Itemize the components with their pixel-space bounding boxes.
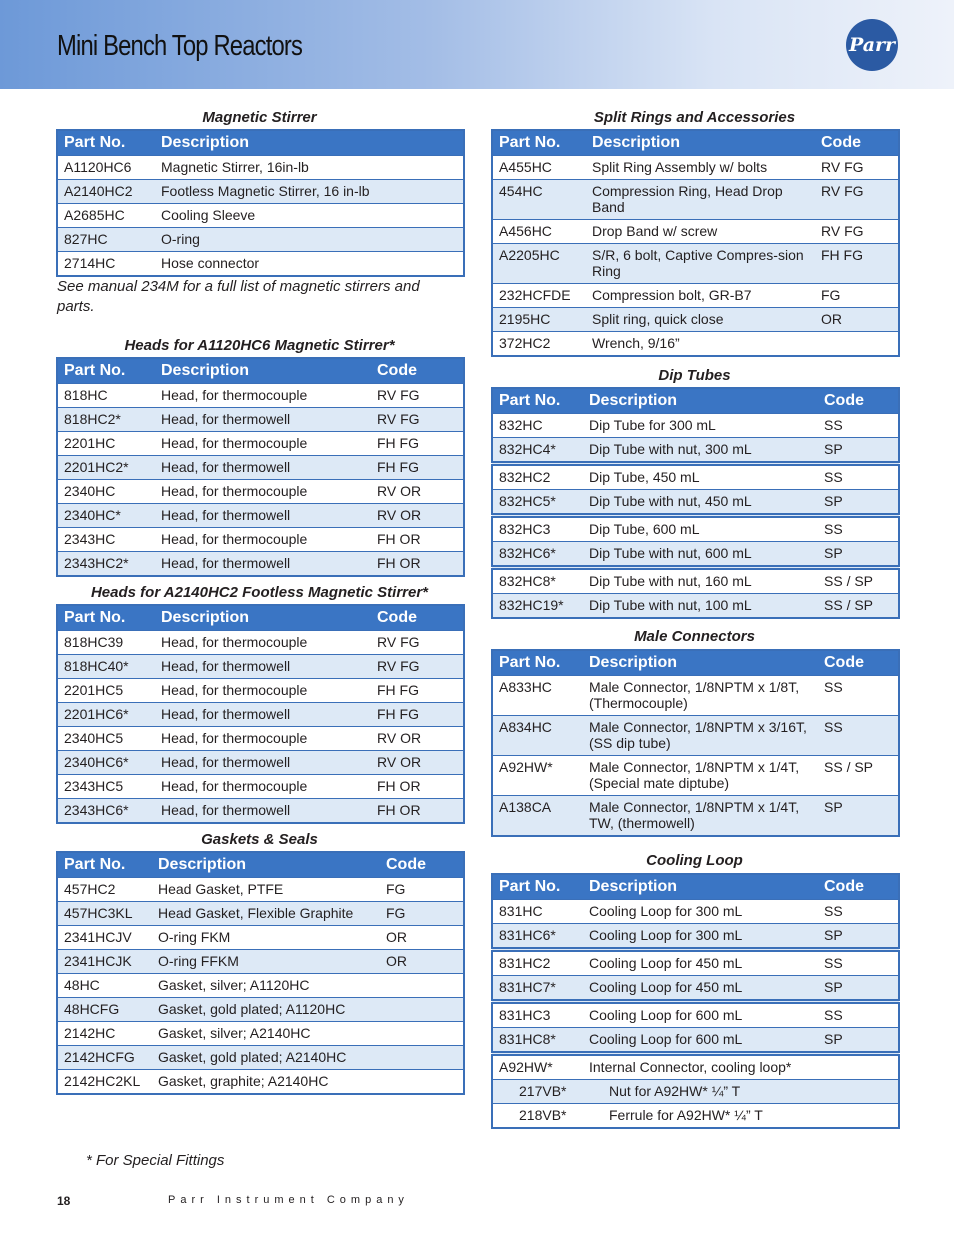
table-row: [57, 751, 464, 775]
column-header-part: Part No.: [57, 358, 155, 384]
code-cell: RV OR: [371, 751, 464, 775]
manual-note: See manual 234M for a full list of magnetic stirrers and parts.: [57, 278, 420, 315]
part-number-cell: 831HC8*: [492, 1028, 583, 1054]
part-number-cell: 818HC2*: [57, 408, 155, 432]
part-number-cell: 2714HC: [57, 252, 155, 277]
part-number-cell: 832HC2: [492, 464, 583, 490]
code-cell: SS: [818, 414, 899, 438]
heads-a2140-title: Heads for A2140HC2 Footless Magnetic Stirrer*: [90, 584, 429, 601]
code-cell: SP: [818, 976, 899, 1002]
code-cell: RV FG: [371, 631, 464, 655]
code-cell: FH FG: [815, 244, 899, 284]
description-cell: Dip Tube with nut, 300 mL: [583, 438, 818, 464]
part-number-cell: 2340HC: [57, 480, 155, 504]
part-number-cell: 832HC8*: [492, 568, 583, 594]
table-row: [57, 228, 464, 252]
code-cell: [380, 1046, 464, 1070]
description-cell: Head, for thermowell: [155, 552, 371, 577]
description-cell: Male Connector, 1/8NPTM x 1/4T, TW, (thermowell): [583, 796, 818, 837]
part-number-cell: 457HC3KL: [57, 902, 152, 926]
description-cell: Dip Tube with nut, 160 mL: [583, 568, 818, 594]
code-cell: FH OR: [371, 799, 464, 824]
part-number-cell: A138CA: [492, 796, 583, 837]
code-cell: SS: [818, 464, 899, 490]
part-number-cell: 2201HC5: [57, 679, 155, 703]
column-header-code: Code: [815, 130, 899, 156]
column-header-desc: Description: [583, 388, 818, 414]
code-cell: SS / SP: [818, 756, 899, 796]
part-number-cell: A92HW*: [492, 1054, 583, 1080]
code-cell: FG: [380, 878, 464, 902]
table-row: [492, 950, 899, 976]
table-header-row: [57, 605, 464, 631]
description-cell: Head, for thermowell: [155, 655, 371, 679]
gaskets-seals-title: Gaskets & Seals: [201, 831, 318, 848]
part-number-cell: 217VB*: [492, 1080, 583, 1104]
description-cell: Head, for thermocouple: [155, 679, 371, 703]
table-row: [492, 464, 899, 490]
code-cell: FH FG: [371, 703, 464, 727]
part-number-cell: 372HC2: [492, 332, 586, 357]
description-cell: Head, for thermocouple: [155, 432, 371, 456]
table-row: [57, 998, 464, 1022]
description-cell: Head, for thermowell: [155, 504, 371, 528]
part-number-cell: 2142HC2KL: [57, 1070, 152, 1095]
description-cell: Gasket, gold plated; A1120HC: [152, 998, 380, 1022]
company-name: Parr Instrument Company: [168, 1194, 409, 1206]
table-row: [492, 1028, 899, 1054]
code-cell: SP: [818, 542, 899, 568]
part-number-cell: A456HC: [492, 220, 586, 244]
code-cell: SS / SP: [818, 568, 899, 594]
description-cell: Hose connector: [155, 252, 464, 277]
table-row: [57, 1022, 464, 1046]
description-cell: Head Gasket, Flexible Graphite: [152, 902, 380, 926]
column-header-part: Part No.: [57, 852, 152, 878]
table-header-row: [492, 388, 899, 414]
description-cell: Dip Tube, 600 mL: [583, 516, 818, 542]
description-cell: Head, for thermowell: [155, 408, 371, 432]
part-number-cell: 454HC: [492, 180, 586, 220]
column-header-code: Code: [371, 358, 464, 384]
heads-a1120-title: Heads for A1120HC6 Magnetic Stirrer*: [124, 337, 395, 354]
description-cell: Footless Magnetic Stirrer, 16 in-lb: [155, 180, 464, 204]
part-number-cell: 2142HCFG: [57, 1046, 152, 1070]
description-cell: Cooling Loop for 450 mL: [583, 950, 818, 976]
description-cell: Cooling Loop for 450 mL: [583, 976, 818, 1002]
description-cell: Head, for thermocouple: [155, 775, 371, 799]
column-header-code: Code: [371, 605, 464, 631]
heads-a1120-table: [56, 357, 465, 577]
part-number-cell: 48HC: [57, 974, 152, 998]
part-number-cell: 831HC: [492, 900, 583, 924]
description-cell: Head, for thermowell: [155, 799, 371, 824]
table-row: [57, 775, 464, 799]
code-cell: SP: [818, 924, 899, 950]
part-number-cell: 818HC40*: [57, 655, 155, 679]
dip-tubes-table: [491, 387, 900, 619]
table-row: [57, 902, 464, 926]
table-row: [492, 220, 899, 244]
column-header-desc: Description: [583, 874, 818, 900]
part-number-cell: 457HC2: [57, 878, 152, 902]
code-cell: [815, 332, 899, 357]
table-header-row: [492, 130, 899, 156]
description-cell: Head, for thermocouple: [155, 727, 371, 751]
code-cell: SS: [818, 516, 899, 542]
split-rings-table: [491, 129, 900, 357]
description-cell: Cooling Sleeve: [155, 204, 464, 228]
part-number-cell: 2201HC6*: [57, 703, 155, 727]
description-cell: Magnetic Stirrer, 16in-lb: [155, 156, 464, 180]
part-number-cell: 2201HC2*: [57, 456, 155, 480]
code-cell: [818, 1054, 899, 1080]
table-row: [57, 408, 464, 432]
description-cell: Head, for thermowell: [155, 456, 371, 480]
code-cell: FH FG: [371, 679, 464, 703]
table-row: [492, 1002, 899, 1028]
column-header-part: Part No.: [492, 388, 583, 414]
table-header-row: [57, 358, 464, 384]
part-number-cell: A2205HC: [492, 244, 586, 284]
code-cell: RV FG: [371, 384, 464, 408]
description-cell: Head, for thermowell: [155, 703, 371, 727]
part-number-cell: 832HC19*: [492, 594, 583, 619]
table-row: [492, 332, 899, 357]
part-number-cell: 832HC: [492, 414, 583, 438]
table-row: [492, 756, 899, 796]
table-row: [492, 308, 899, 332]
table-row: [57, 703, 464, 727]
description-cell: Head Gasket, PTFE: [152, 878, 380, 902]
description-cell: Split Ring Assembly w/ bolts: [586, 156, 815, 180]
table-row: [57, 156, 464, 180]
description-cell: Cooling Loop for 300 mL: [583, 924, 818, 950]
code-cell: SP: [818, 796, 899, 837]
part-number-cell: 2343HC5: [57, 775, 155, 799]
table-header-row: [57, 852, 464, 878]
description-cell: Cooling Loop for 300 mL: [583, 900, 818, 924]
description-cell: Dip Tube for 300 mL: [583, 414, 818, 438]
column-header-code: Code: [818, 650, 899, 676]
description-cell: Gasket, graphite; A2140HC: [152, 1070, 380, 1095]
part-number-cell: 2142HC: [57, 1022, 152, 1046]
description-cell: Head, for thermocouple: [155, 631, 371, 655]
table-row: [57, 631, 464, 655]
description-cell: Ferrule for A92HW* ¼” T: [583, 1104, 818, 1129]
table-row: [57, 504, 464, 528]
description-cell: Dip Tube with nut, 100 mL: [583, 594, 818, 619]
code-cell: [380, 974, 464, 998]
column-header-code: Code: [380, 852, 464, 878]
parr-logo: Parr: [846, 19, 898, 71]
description-cell: Head, for thermocouple: [155, 528, 371, 552]
code-cell: RV FG: [815, 156, 899, 180]
table-row: [492, 438, 899, 464]
table-row: [492, 284, 899, 308]
table-row: [492, 156, 899, 180]
part-number-cell: 2343HC2*: [57, 552, 155, 577]
table-row: [492, 542, 899, 568]
column-header-part: Part No.: [492, 650, 583, 676]
part-number-cell: 831HC7*: [492, 976, 583, 1002]
code-cell: FH FG: [371, 432, 464, 456]
male-connectors-table: [491, 649, 900, 837]
part-number-cell: 818HC: [57, 384, 155, 408]
code-cell: RV OR: [371, 727, 464, 751]
column-header-code: Code: [818, 388, 899, 414]
description-cell: Dip Tube with nut, 450 mL: [583, 490, 818, 516]
column-header-desc: Description: [152, 852, 380, 878]
part-number-cell: A2140HC2: [57, 180, 155, 204]
code-cell: OR: [380, 926, 464, 950]
column-header-code: Code: [818, 874, 899, 900]
code-cell: RV OR: [371, 504, 464, 528]
code-cell: SP: [818, 1028, 899, 1054]
code-cell: RV OR: [371, 480, 464, 504]
code-cell: RV FG: [815, 220, 899, 244]
table-row: [57, 926, 464, 950]
part-number-cell: 2195HC: [492, 308, 586, 332]
description-cell: Male Connector, 1/8NPTM x 1/4T, (Special mate diptube): [583, 756, 818, 796]
table-row: [57, 180, 464, 204]
description-cell: Wrench, 9/16”: [586, 332, 815, 357]
table-row: [57, 679, 464, 703]
table-row: [492, 1054, 899, 1080]
description-cell: Compression bolt, GR-B7: [586, 284, 815, 308]
description-cell: Male Connector, 1/8NPTM x 3/16T, (SS dip tube): [583, 716, 818, 756]
code-cell: SS / SP: [818, 594, 899, 619]
table-row: [57, 480, 464, 504]
description-cell: Gasket, silver; A1120HC: [152, 974, 380, 998]
part-number-cell: 832HC6*: [492, 542, 583, 568]
code-cell: OR: [815, 308, 899, 332]
description-cell: Nut for A92HW* ¼” T: [583, 1080, 818, 1104]
description-cell: O-ring: [155, 228, 464, 252]
description-cell: Compression Ring, Head Drop Band: [586, 180, 815, 220]
part-number-cell: 2340HC*: [57, 504, 155, 528]
table-row: [492, 490, 899, 516]
description-cell: Gasket, silver; A2140HC: [152, 1022, 380, 1046]
code-cell: OR: [380, 950, 464, 974]
part-number-cell: 232HCFDE: [492, 284, 586, 308]
column-header-part: Part No.: [57, 130, 155, 156]
code-cell: SS: [818, 716, 899, 756]
table-row: [492, 900, 899, 924]
part-number-cell: 218VB*: [492, 1104, 583, 1129]
table-row: [57, 1046, 464, 1070]
description-cell: Dip Tube with nut, 600 mL: [583, 542, 818, 568]
table-row: [492, 924, 899, 950]
part-number-cell: A92HW*: [492, 756, 583, 796]
code-cell: SP: [818, 490, 899, 516]
table-row: [492, 1080, 899, 1104]
part-number-cell: 2343HC6*: [57, 799, 155, 824]
part-number-cell: 48HCFG: [57, 998, 152, 1022]
table-header-row: [57, 130, 464, 156]
code-cell: FH FG: [371, 456, 464, 480]
column-header-part: Part No.: [492, 874, 583, 900]
table-row: [492, 516, 899, 542]
cooling-loop-table: [491, 873, 900, 1129]
table-row: [492, 676, 899, 716]
magnetic-stirrer-table: [56, 129, 465, 277]
special-fittings-footnote: * For Special Fittings: [86, 1152, 225, 1169]
heads-a2140-table: [56, 604, 465, 824]
part-number-cell: 832HC3: [492, 516, 583, 542]
table-row: [492, 244, 899, 284]
part-number-cell: 2340HC5: [57, 727, 155, 751]
code-cell: FG: [815, 284, 899, 308]
description-cell: Cooling Loop for 600 mL: [583, 1028, 818, 1054]
part-number-cell: 2341HCJV: [57, 926, 152, 950]
part-number-cell: A1120HC6: [57, 156, 155, 180]
column-header-desc: Description: [155, 605, 371, 631]
code-cell: RV FG: [371, 408, 464, 432]
column-header-desc: Description: [586, 130, 815, 156]
code-cell: SS: [818, 676, 899, 716]
part-number-cell: A455HC: [492, 156, 586, 180]
code-cell: FH OR: [371, 775, 464, 799]
description-cell: Cooling Loop for 600 mL: [583, 1002, 818, 1028]
part-number-cell: 832HC5*: [492, 490, 583, 516]
code-cell: RV FG: [371, 655, 464, 679]
code-cell: FH OR: [371, 552, 464, 577]
part-number-cell: 2341HCJK: [57, 950, 152, 974]
part-number-cell: 831HC3: [492, 1002, 583, 1028]
table-row: [57, 974, 464, 998]
table-row: [57, 950, 464, 974]
description-cell: Head, for thermocouple: [155, 384, 371, 408]
column-header-part: Part No.: [57, 605, 155, 631]
part-number-cell: 827HC: [57, 228, 155, 252]
column-header-desc: Description: [583, 650, 818, 676]
part-number-cell: A833HC: [492, 676, 583, 716]
table-row: [57, 456, 464, 480]
table-row: [492, 568, 899, 594]
male-connectors-title: Male Connectors: [634, 628, 755, 645]
description-cell: S/R, 6 bolt, Captive Compres-sion Ring: [586, 244, 815, 284]
table-row: [492, 976, 899, 1002]
part-number-cell: 832HC4*: [492, 438, 583, 464]
column-header-desc: Description: [155, 130, 464, 156]
table-header-row: [492, 874, 899, 900]
page-title: Mini Bench Top Reactors: [57, 30, 303, 62]
magnetic-stirrer-title: Magnetic Stirrer: [202, 109, 317, 126]
cooling-loop-title: Cooling Loop: [646, 852, 743, 869]
description-cell: O-ring FFKM: [152, 950, 380, 974]
table-row: [57, 1070, 464, 1095]
code-cell: [380, 1070, 464, 1095]
page-number: 18: [57, 1194, 71, 1208]
part-number-cell: 818HC39: [57, 631, 155, 655]
code-cell: [380, 998, 464, 1022]
part-number-cell: A2685HC: [57, 204, 155, 228]
description-cell: O-ring FKM: [152, 926, 380, 950]
code-cell: SS: [818, 900, 899, 924]
table-header-row: [492, 650, 899, 676]
code-cell: FG: [380, 902, 464, 926]
column-header-desc: Description: [155, 358, 371, 384]
code-cell: [380, 1022, 464, 1046]
description-cell: Drop Band w/ screw: [586, 220, 815, 244]
split-rings-title: Split Rings and Accessories: [593, 109, 796, 126]
description-cell: Dip Tube, 450 mL: [583, 464, 818, 490]
code-cell: [818, 1104, 899, 1129]
code-cell: [818, 1080, 899, 1104]
description-cell: Split ring, quick close: [586, 308, 815, 332]
description-cell: Male Connector, 1/8NPTM x 1/8T, (Thermocouple): [583, 676, 818, 716]
table-row: [492, 716, 899, 756]
part-number-cell: 2340HC6*: [57, 751, 155, 775]
table-row: [57, 799, 464, 824]
table-row: [492, 414, 899, 438]
description-cell: Head, for thermocouple: [155, 480, 371, 504]
description-cell: Head, for thermowell: [155, 751, 371, 775]
code-cell: RV FG: [815, 180, 899, 220]
table-row: [57, 552, 464, 577]
part-number-cell: 831HC2: [492, 950, 583, 976]
description-cell: Internal Connector, cooling loop*: [583, 1054, 818, 1080]
part-number-cell: 2343HC: [57, 528, 155, 552]
column-header-part: Part No.: [492, 130, 586, 156]
table-row: [492, 1104, 899, 1129]
table-row: [57, 528, 464, 552]
code-cell: SS: [818, 1002, 899, 1028]
part-number-cell: 2201HC: [57, 432, 155, 456]
table-row: [57, 204, 464, 228]
gaskets-seals-table: [56, 851, 465, 1095]
description-cell: Gasket, gold plated; A2140HC: [152, 1046, 380, 1070]
table-row: [57, 252, 464, 277]
code-cell: SP: [818, 438, 899, 464]
part-number-cell: 831HC6*: [492, 924, 583, 950]
code-cell: SS: [818, 950, 899, 976]
table-row: [492, 796, 899, 837]
table-row: [57, 384, 464, 408]
dip-tubes-title: Dip Tubes: [658, 367, 731, 384]
table-row: [57, 727, 464, 751]
table-row: [57, 432, 464, 456]
code-cell: FH OR: [371, 528, 464, 552]
table-row: [57, 655, 464, 679]
table-row: [492, 594, 899, 619]
part-number-cell: A834HC: [492, 716, 583, 756]
table-row: [57, 878, 464, 902]
table-row: [492, 180, 899, 220]
